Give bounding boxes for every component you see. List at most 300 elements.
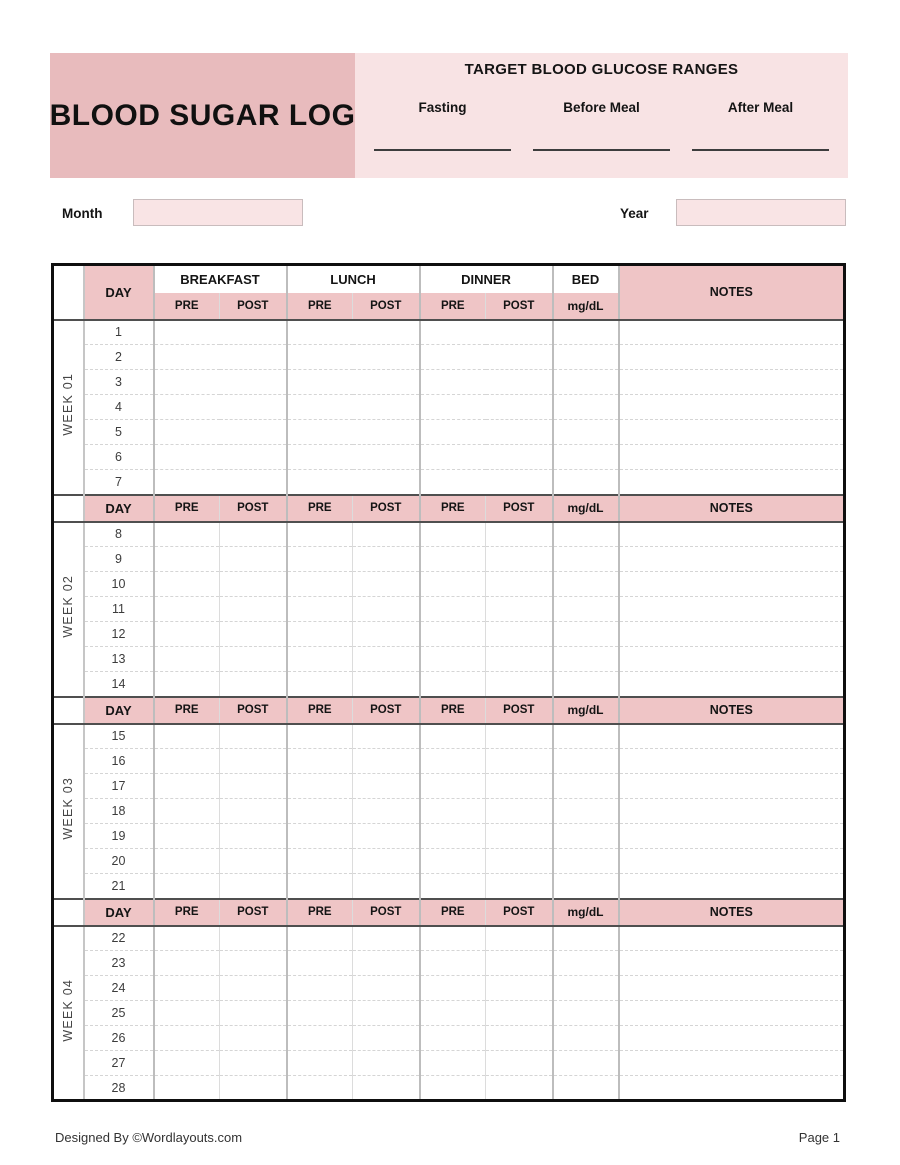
entry-cell[interactable] [287,1001,353,1026]
entry-cell[interactable] [353,420,420,445]
entry-cell[interactable] [154,724,220,749]
day-cell: 14 [84,672,154,697]
entry-cell[interactable] [420,672,486,697]
bed-entry-cell[interactable] [553,647,619,672]
entry-cell[interactable] [154,976,220,1001]
entry-cell[interactable] [220,395,287,420]
entry-cell[interactable] [353,445,420,470]
entry-cell[interactable] [220,926,287,951]
entry-cell[interactable] [353,647,420,672]
notes-cell[interactable] [619,470,845,495]
bed-entry-cell[interactable] [553,622,619,647]
entry-cell[interactable] [154,951,220,976]
entry-cell[interactable] [287,951,353,976]
entry-cell[interactable] [154,672,220,697]
entry-cell[interactable] [486,320,553,345]
bed-entry-cell[interactable] [553,926,619,951]
entry-cell[interactable] [220,951,287,976]
entry-cell[interactable] [220,445,287,470]
notes-cell[interactable] [619,1051,845,1076]
day-column-header: DAY [84,495,154,522]
entry-cell[interactable] [154,647,220,672]
notes-cell[interactable] [619,370,845,395]
notes-cell[interactable] [619,799,845,824]
week-label: WEEK 04 [61,978,76,1042]
entry-cell[interactable] [154,445,220,470]
post-header: POST [220,495,287,522]
entry-cell[interactable] [220,849,287,874]
entry-cell[interactable] [220,1076,287,1101]
week-col-spacer [53,697,84,724]
entry-cell[interactable] [287,420,353,445]
notes-cell[interactable] [619,522,845,547]
entry-cell[interactable] [486,849,553,874]
notes-cell[interactable] [619,849,845,874]
entry-cell[interactable] [420,1001,486,1026]
bed-unit-header: mg/dL [553,293,619,320]
entry-cell[interactable] [486,420,553,445]
page-number: Page 1 [798,1130,840,1145]
entry-cell[interactable] [154,749,220,774]
notes-header: NOTES [619,899,845,926]
entry-cell[interactable] [353,345,420,370]
entry-cell[interactable] [220,1001,287,1026]
entry-cell[interactable] [420,420,486,445]
entry-cell[interactable] [420,774,486,799]
unit-header: mg/dL [553,697,619,724]
entry-cell[interactable] [420,470,486,495]
bed-entry-cell[interactable] [553,1051,619,1076]
notes-cell[interactable] [619,1076,845,1101]
month-label: Month [62,206,103,221]
entry-cell[interactable] [220,320,287,345]
entry-cell[interactable] [220,522,287,547]
table-header-row-1 [53,265,845,293]
entry-cell[interactable] [220,749,287,774]
entry-cell[interactable] [486,799,553,824]
entry-cell[interactable] [486,874,553,899]
entry-cell[interactable] [220,976,287,1001]
entry-cell[interactable] [220,572,287,597]
day-row [53,724,845,749]
fasting-label: Fasting [418,100,467,115]
after-meal-range-field[interactable] [692,135,829,151]
day-row [53,345,845,370]
entry-cell[interactable] [154,522,220,547]
pre-header: PRE [420,899,486,926]
entry-cell[interactable] [287,976,353,1001]
day-cell: 22 [84,926,154,951]
notes-cell[interactable] [619,976,845,1001]
entry-cell[interactable] [486,672,553,697]
month-input[interactable] [133,199,303,226]
bed-entry-cell[interactable] [553,774,619,799]
entry-cell[interactable] [353,874,420,899]
entry-cell[interactable] [287,824,353,849]
day-cell: 8 [84,522,154,547]
entry-cell[interactable] [220,724,287,749]
day-row [53,572,845,597]
entry-cell[interactable] [287,547,353,572]
entry-cell[interactable] [154,1051,220,1076]
entry-cell[interactable] [353,597,420,622]
target-field-lines [363,135,840,151]
day-row [53,470,845,495]
pre-header: PRE [154,697,220,724]
entry-cell[interactable] [287,874,353,899]
day-cell: 19 [84,824,154,849]
bed-entry-cell[interactable] [553,849,619,874]
entry-cell[interactable] [220,597,287,622]
post-header: POST [353,899,420,926]
bed-entry-cell[interactable] [553,445,619,470]
entry-cell[interactable] [353,926,420,951]
page-header [50,53,848,178]
entry-cell[interactable] [420,874,486,899]
day-row [53,976,845,1001]
entry-cell[interactable] [287,799,353,824]
entry-cell[interactable] [420,647,486,672]
day-cell: 25 [84,1001,154,1026]
notes-cell[interactable] [619,951,845,976]
entry-cell[interactable] [353,672,420,697]
entry-cell[interactable] [486,1001,553,1026]
bed-entry-cell[interactable] [553,370,619,395]
entry-cell[interactable] [287,749,353,774]
entry-cell[interactable] [287,647,353,672]
entry-cell[interactable] [220,470,287,495]
bed-entry-cell[interactable] [553,522,619,547]
year-label: Year [620,206,649,221]
day-row [53,622,845,647]
week-col-header [53,265,84,320]
entry-cell[interactable] [420,824,486,849]
entry-cell[interactable] [353,1001,420,1026]
entry-cell[interactable] [220,622,287,647]
week-label-cell [53,724,84,899]
bed-entry-cell[interactable] [553,824,619,849]
entry-cell[interactable] [420,547,486,572]
entry-cell[interactable] [154,926,220,951]
entry-cell[interactable] [353,1051,420,1076]
bed-entry-cell[interactable] [553,976,619,1001]
credit-text: Designed By ©Wordlayouts.com [55,1130,243,1145]
entry-cell[interactable] [486,345,553,370]
entry-cell[interactable] [420,320,486,345]
fasting-field-wrap [363,135,522,151]
entry-cell[interactable] [420,1051,486,1076]
entry-cell[interactable] [420,749,486,774]
post-header: POST [486,697,553,724]
entry-cell[interactable] [154,1001,220,1026]
entry-cell[interactable] [287,572,353,597]
notes-cell[interactable] [619,572,845,597]
entry-cell[interactable] [420,597,486,622]
entry-cell[interactable] [220,799,287,824]
entry-cell[interactable] [486,926,553,951]
bed-entry-cell[interactable] [553,951,619,976]
bed-entry-cell[interactable] [553,799,619,824]
week-header-row [53,697,845,724]
day-cell: 16 [84,749,154,774]
day-row [53,774,845,799]
entry-cell[interactable] [220,774,287,799]
entry-cell[interactable] [287,597,353,622]
entry-cell[interactable] [154,622,220,647]
entry-cell[interactable] [287,1076,353,1101]
bed-entry-cell[interactable] [553,724,619,749]
day-cell: 21 [84,874,154,899]
year-input[interactable] [676,199,846,226]
entry-cell[interactable] [287,622,353,647]
entry-cell[interactable] [420,849,486,874]
entry-cell[interactable] [154,824,220,849]
entry-cell[interactable] [420,951,486,976]
fasting-range-field[interactable] [374,135,511,151]
entry-cell[interactable] [220,1051,287,1076]
entry-cell[interactable] [154,1076,220,1101]
entry-cell[interactable] [486,951,553,976]
week-label: WEEK 03 [61,777,76,840]
day-cell: 23 [84,951,154,976]
entry-cell[interactable] [287,849,353,874]
entry-cell[interactable] [287,320,353,345]
entry-cell[interactable] [220,647,287,672]
pre-header: PRE [287,495,353,522]
bed-entry-cell[interactable] [553,1026,619,1051]
day-cell: 12 [84,622,154,647]
entry-cell[interactable] [154,572,220,597]
notes-cell[interactable] [619,420,845,445]
bed-entry-cell[interactable] [553,572,619,597]
entry-cell[interactable] [154,874,220,899]
entry-cell[interactable] [486,597,553,622]
bed-entry-cell[interactable] [553,672,619,697]
entry-cell[interactable] [420,622,486,647]
entry-cell[interactable] [486,1076,553,1101]
entry-cell[interactable] [220,420,287,445]
notes-cell[interactable] [619,774,845,799]
day-cell: 2 [84,345,154,370]
entry-cell[interactable] [287,470,353,495]
lunch-header: LUNCH [287,265,420,293]
lunch-post-header: POST [353,293,420,320]
day-row [53,951,845,976]
entry-cell[interactable] [154,420,220,445]
entry-cell[interactable] [486,749,553,774]
entry-cell[interactable] [353,1026,420,1051]
entry-cell[interactable] [420,370,486,395]
bed-entry-cell[interactable] [553,420,619,445]
before-meal-range-field[interactable] [533,135,670,151]
entry-cell[interactable] [154,597,220,622]
entry-cell[interactable] [486,724,553,749]
entry-cell[interactable] [486,622,553,647]
bed-entry-cell[interactable] [553,597,619,622]
entry-cell[interactable] [420,926,486,951]
entry-cell[interactable] [420,445,486,470]
entry-cell[interactable] [486,572,553,597]
entry-cell[interactable] [486,1051,553,1076]
notes-header: NOTES [619,697,845,724]
entry-cell[interactable] [353,572,420,597]
day-cell: 26 [84,1026,154,1051]
entry-cell[interactable] [154,774,220,799]
week-label-cell [53,926,84,1101]
entry-cell[interactable] [486,445,553,470]
entry-cell[interactable] [420,395,486,420]
entry-cell[interactable] [220,672,287,697]
week-col-spacer [53,495,84,522]
entry-cell[interactable] [420,345,486,370]
notes-cell[interactable] [619,724,845,749]
entry-cell[interactable] [486,647,553,672]
notes-cell[interactable] [619,874,845,899]
entry-cell[interactable] [287,445,353,470]
post-header: POST [353,697,420,724]
entry-cell[interactable] [420,1026,486,1051]
notes-cell[interactable] [619,672,845,697]
entry-cell[interactable] [154,799,220,824]
notes-cell[interactable] [619,647,845,672]
entry-cell[interactable] [486,976,553,1001]
unit-header: mg/dL [553,899,619,926]
entry-cell[interactable] [287,672,353,697]
entry-cell[interactable] [287,522,353,547]
entry-cell[interactable] [420,572,486,597]
week-label: WEEK 01 [61,373,76,436]
entry-cell[interactable] [353,470,420,495]
entry-cell[interactable] [420,1076,486,1101]
entry-cell[interactable] [220,345,287,370]
notes-cell[interactable] [619,597,845,622]
entry-cell[interactable] [420,724,486,749]
entry-cell[interactable] [287,774,353,799]
entry-cell[interactable] [154,1026,220,1051]
day-cell: 28 [84,1076,154,1101]
bed-entry-cell[interactable] [553,395,619,420]
entry-cell[interactable] [287,1051,353,1076]
notes-cell[interactable] [619,749,845,774]
entry-cell[interactable] [486,522,553,547]
bed-entry-cell[interactable] [553,1076,619,1101]
entry-cell[interactable] [420,976,486,1001]
entry-cell[interactable] [353,522,420,547]
entry-cell[interactable] [353,724,420,749]
entry-cell[interactable] [353,1076,420,1101]
entry-cell[interactable] [154,849,220,874]
entry-cell[interactable] [287,1026,353,1051]
entry-cell[interactable] [353,951,420,976]
entry-cell[interactable] [287,724,353,749]
entry-cell[interactable] [287,395,353,420]
lunch-pre-header: PRE [287,293,353,320]
entry-cell[interactable] [353,799,420,824]
entry-cell[interactable] [287,345,353,370]
entry-cell[interactable] [154,470,220,495]
page-title: BLOOD SUGAR LOG [49,98,356,132]
post-header: POST [353,495,420,522]
entry-cell[interactable] [486,1026,553,1051]
entry-cell[interactable] [420,522,486,547]
entry-cell[interactable] [154,395,220,420]
week-label-cell [53,320,84,495]
day-cell: 13 [84,647,154,672]
before-meal-field-wrap [522,135,681,151]
day-row [53,1026,845,1051]
entry-cell[interactable] [287,370,353,395]
entry-cell[interactable] [353,622,420,647]
bed-entry-cell[interactable] [553,320,619,345]
entry-cell[interactable] [353,749,420,774]
entry-cell[interactable] [420,799,486,824]
entry-cell[interactable] [154,370,220,395]
bed-entry-cell[interactable] [553,547,619,572]
notes-cell[interactable] [619,395,845,420]
entry-cell[interactable] [353,370,420,395]
notes-cell[interactable] [619,622,845,647]
bed-entry-cell[interactable] [553,1001,619,1026]
entry-cell[interactable] [353,976,420,1001]
entry-cell[interactable] [353,395,420,420]
log-table [51,263,846,1102]
week-header-row [53,495,845,522]
day-cell: 17 [84,774,154,799]
post-header: POST [220,899,287,926]
entry-cell[interactable] [486,370,553,395]
entry-cell[interactable] [154,320,220,345]
notes-cell[interactable] [619,1001,845,1026]
breakfast-header: BREAKFAST [154,265,287,293]
bed-entry-cell[interactable] [553,470,619,495]
notes-cell[interactable] [619,445,845,470]
notes-cell[interactable] [619,926,845,951]
notes-cell[interactable] [619,1026,845,1051]
day-cell: 9 [84,547,154,572]
notes-cell[interactable] [619,320,845,345]
entry-cell[interactable] [220,547,287,572]
entry-cell[interactable] [220,874,287,899]
notes-cell[interactable] [619,547,845,572]
entry-cell[interactable] [486,824,553,849]
entry-cell[interactable] [486,547,553,572]
entry-cell[interactable] [353,774,420,799]
notes-cell[interactable] [619,824,845,849]
entry-cell[interactable] [220,824,287,849]
entry-cell[interactable] [220,1026,287,1051]
bed-entry-cell[interactable] [553,874,619,899]
bed-entry-cell[interactable] [553,749,619,774]
entry-cell[interactable] [353,547,420,572]
day-row [53,445,845,470]
entry-cell[interactable] [353,849,420,874]
entry-cell[interactable] [486,395,553,420]
entry-cell[interactable] [154,345,220,370]
entry-cell[interactable] [353,320,420,345]
entry-cell[interactable] [486,774,553,799]
entry-cell[interactable] [353,824,420,849]
day-cell: 10 [84,572,154,597]
entry-cell[interactable] [287,926,353,951]
day-row [53,874,845,899]
entry-cell[interactable] [154,547,220,572]
entry-cell[interactable] [486,470,553,495]
dinner-post-header: POST [486,293,553,320]
entry-cell[interactable] [220,370,287,395]
notes-cell[interactable] [619,345,845,370]
bed-entry-cell[interactable] [553,345,619,370]
day-row [53,799,845,824]
